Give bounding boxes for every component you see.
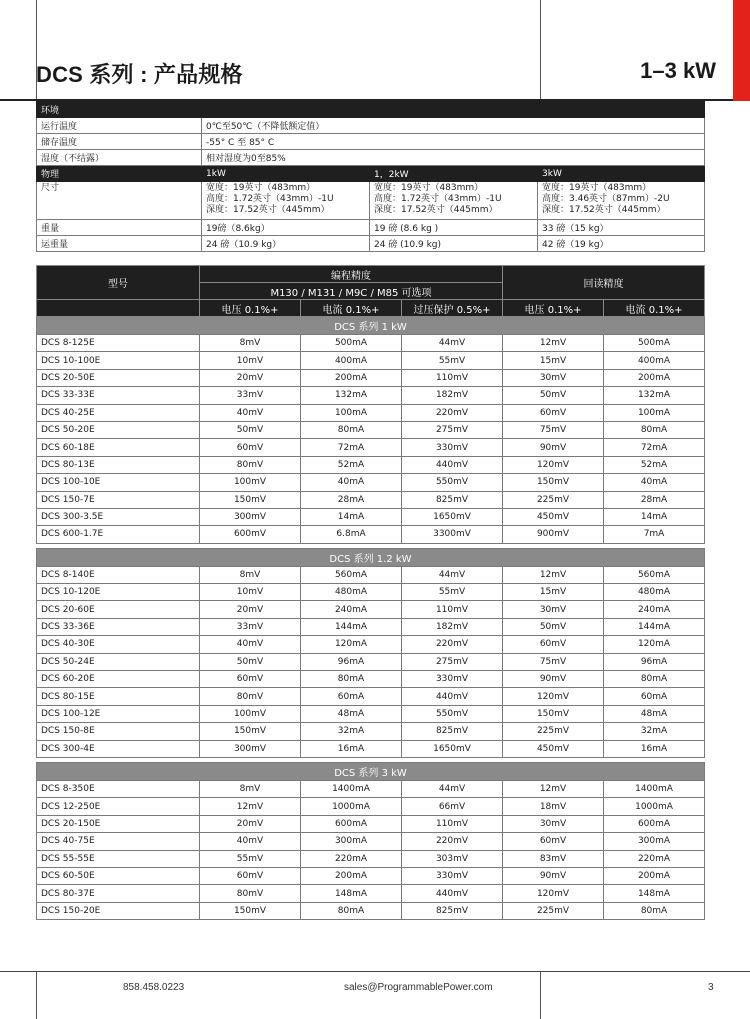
spec-value: 1400mA [604,780,705,797]
spec-value: 44mV [402,566,503,583]
model-name: DCS 33-36E [37,618,200,635]
spec-value: 60mA [604,688,705,705]
table-row [37,671,705,688]
model-name: DCS 60-18E [37,439,200,456]
spec-value: 300mV [200,740,301,757]
model-name: DCS 40-30E [37,636,200,653]
physical-section-label: 物理 [37,166,202,182]
spec-value: 12mV [503,335,604,352]
spec-value: 600mV [200,526,301,543]
ship-weight-label: 运重量 [37,236,202,252]
spec-value: 20mV [200,601,301,618]
spec-value: 560mA [604,566,705,583]
spec-value: 80mA [604,671,705,688]
weight-value: 19磅（8.6kg） [202,220,370,236]
environment-physical-table [36,101,705,252]
model-name: DCS 80-37E [37,885,200,902]
table-row [37,584,705,601]
spec-value: 48mA [604,705,705,722]
table-row [37,850,705,867]
spec-value: 10mV [200,584,301,601]
table-row [37,526,705,543]
spec-value: 120mV [503,885,604,902]
table-row [37,601,705,618]
weight-label: 重量 [37,220,202,236]
spec-value: 440mV [402,688,503,705]
spec-value: 440mV [402,456,503,473]
spec-value: 1000mA [604,798,705,815]
model-name: DCS 8-140E [37,566,200,583]
spec-value: 15mV [503,584,604,601]
spec-value: 560mA [301,566,402,583]
spec-value: 32mA [301,723,402,740]
table-row [37,653,705,670]
spec-value: 40mV [200,404,301,421]
spec-value: 400mA [301,352,402,369]
spec-value: 80mA [301,671,402,688]
spec-value: 200mA [604,867,705,884]
model-name: DCS 60-50E [37,867,200,884]
spec-value: 52mA [604,456,705,473]
spec-value: 150mV [503,705,604,722]
size-width: 宽度：19英寸（483mm） [206,183,316,193]
spec-value: 80mA [604,421,705,438]
page-title: DCS 系列 : 产品规格 [36,62,243,87]
spec-value: 15mV [503,352,604,369]
spec-value: 32mA [604,723,705,740]
spec-value: 330mV [402,671,503,688]
spec-value: 200mA [301,867,402,884]
spec-value: 96mA [301,653,402,670]
spec-value: 66mV [402,798,503,815]
model-name: DCS 150-8E [37,723,200,740]
spec-value: 825mV [402,723,503,740]
spec-value: 55mV [402,584,503,601]
spec-value: 110mV [402,369,503,386]
env-value: -55° C 至 85° C [202,134,705,150]
spec-value: 225mV [503,491,604,508]
spec-value: 150mV [503,474,604,491]
spec-value: 7mA [604,526,705,543]
model-name: DCS 20-150E [37,815,200,832]
size-row [37,182,705,220]
spec-value: 150mV [200,723,301,740]
spec-value: 50mV [200,653,301,670]
spec-value: 60mV [503,833,604,850]
spec-value: 60mV [503,404,604,421]
table-row [37,387,705,404]
size-depth: 深度：17.52英寸（445mm） [206,205,330,215]
spec-value: 132mA [604,387,705,404]
spec-value: 182mV [402,618,503,635]
ship-weight-value: 24 磅（10.9 kg） [202,236,370,252]
spec-value: 220mV [402,833,503,850]
size-height: 高度：1.72英寸（43mm）-1U [206,194,334,204]
table-row [37,352,705,369]
spec-value: 450mV [503,740,604,757]
spec-table-body [37,317,705,920]
spec-value: 120mV [503,456,604,473]
page-number: 3 [708,982,714,993]
spec-value: 80mV [200,456,301,473]
environment-section-label: 环境 [37,102,705,118]
env-label: 储存温度 [37,134,202,150]
spec-value: 90mV [503,671,604,688]
model-name: DCS 12-250E [37,798,200,815]
physical-model-label: 1，2kW [370,166,538,182]
section-title: DCS 系列 1 kW [37,317,705,335]
spec-value: 330mV [402,867,503,884]
physical-header-row [37,166,705,182]
size-cell [538,182,705,220]
spec-value: 400mA [604,352,705,369]
spec-value: 6.8mA [301,526,402,543]
power-range: 1–3 kW [640,58,716,83]
table-row [37,491,705,508]
model-name: DCS 10-100E [37,352,200,369]
spec-value: 8mV [200,335,301,352]
footer-phone: 858.458.0223 [123,982,185,993]
spec-value: 500mA [301,335,402,352]
table-row [37,867,705,884]
spec-value: 30mV [503,369,604,386]
size-width: 宽度：19英寸（483mm） [374,183,484,193]
size-label: 尺寸 [37,182,202,220]
size-depth: 深度：17.52英寸（445mm） [542,205,666,215]
table-row [37,335,705,352]
spec-header-row [37,266,705,283]
spec-value: 90mV [503,867,604,884]
table-row [37,566,705,583]
model-name: DCS 50-24E [37,653,200,670]
weight-value: 33 磅（15 kg） [538,220,705,236]
model-name: DCS 300-4E [37,740,200,757]
spec-value: 1650mV [402,508,503,525]
spec-column-header: 电流 0.1%+ [604,300,705,317]
spec-value: 80mA [604,902,705,919]
section-title: DCS 系列 1.2 kW [37,548,705,566]
table-row [37,815,705,832]
model-name: DCS 10-120E [37,584,200,601]
spec-value: 12mV [503,566,604,583]
footer-email: sales@ProgrammablePower.com [344,982,493,993]
spec-value: 240mA [604,601,705,618]
spec-value: 225mV [503,723,604,740]
model-name: DCS 8-350E [37,780,200,797]
spec-value: 300mV [200,508,301,525]
spec-value: 80mA [301,902,402,919]
env-value: 0℃至50℃（不降低额定值） [202,118,705,134]
table-row [37,902,705,919]
model-name: DCS 150-7E [37,491,200,508]
spec-value: 50mV [503,618,604,635]
spec-value: 72mA [301,439,402,456]
spec-value: 110mV [402,815,503,832]
env-label: 运行温度 [37,118,202,134]
spec-value: 1400mA [301,780,402,797]
model-name: DCS 600-1.7E [37,526,200,543]
spec-value: 600mA [604,815,705,832]
spec-value: 550mV [402,705,503,722]
spec-value: 40mV [200,833,301,850]
ship-weight-value: 42 磅（19 kg） [538,236,705,252]
size-height: 高度：3.46英寸（87mm）-2U [542,194,670,204]
model-name: DCS 20-50E [37,369,200,386]
footer-divider-left [36,971,37,1019]
spec-value: 60mV [200,439,301,456]
spec-value: 80mV [200,885,301,902]
spec-value: 44mV [402,335,503,352]
physical-model-label: 3kW [538,166,705,182]
spec-value: 275mV [402,653,503,670]
spec-value: 10mV [200,352,301,369]
model-column-header: 型号 [37,266,200,300]
spec-value: 60mA [301,688,402,705]
weight-row [37,220,705,236]
model-name: DCS 150-20E [37,902,200,919]
spec-value: 60mV [200,867,301,884]
spec-value: 200mA [301,369,402,386]
accent-bar [733,0,750,101]
spec-column-header: 电压 0.1%+ [200,300,301,317]
spec-value: 14mA [604,508,705,525]
spec-column-header: 电流 0.1%+ [301,300,402,317]
size-width: 宽度：19英寸（483mm） [542,183,652,193]
readback-accuracy-header: 回读精度 [503,266,705,300]
spec-column-row [37,300,705,317]
spec-value: 120mV [503,688,604,705]
spec-value: 16mA [604,740,705,757]
spec-value: 3300mV [402,526,503,543]
model-name: DCS 100-10E [37,474,200,491]
table-row [37,723,705,740]
spec-value: 220mV [402,404,503,421]
spec-value: 100mV [200,474,301,491]
spec-column-header: 电压 0.1%+ [503,300,604,317]
ship-weight-value: 24 磅 (10.9 kg) [370,236,538,252]
spec-value: 480mA [301,584,402,601]
spec-value: 52mA [301,456,402,473]
spec-value: 50mV [200,421,301,438]
spec-value: 220mA [604,850,705,867]
spec-value: 182mV [402,387,503,404]
spec-value: 120mA [604,636,705,653]
model-name: DCS 40-25E [37,404,200,421]
spec-value: 825mV [402,491,503,508]
spec-value: 100mA [301,404,402,421]
model-name: DCS 100-12E [37,705,200,722]
spec-value: 1650mV [402,740,503,757]
spec-value: 40mV [200,636,301,653]
section-header-row [37,548,705,566]
spec-value: 83mV [503,850,604,867]
table-row [37,688,705,705]
env-row [37,118,705,134]
table-row [37,636,705,653]
spec-value: 900mV [503,526,604,543]
table-row [37,421,705,438]
size-height: 高度：1.72英寸（43mm）-1U [374,194,502,204]
spec-value: 550mV [402,474,503,491]
spec-value: 14mA [301,508,402,525]
model-name: DCS 60-20E [37,671,200,688]
spec-column-header: 过压保护 0.5%+ [402,300,503,317]
size-cell [202,182,370,220]
spec-value: 303mV [402,850,503,867]
spec-value: 148mA [301,885,402,902]
table-row [37,798,705,815]
spec-column-header [37,300,200,317]
spec-value: 60mV [503,636,604,653]
table-row [37,885,705,902]
model-name: DCS 33-33E [37,387,200,404]
spec-value: 33mV [200,618,301,635]
size-depth: 深度：17.52英寸（445mm） [374,205,498,215]
spec-value: 500mA [604,335,705,352]
spec-value: 8mV [200,780,301,797]
spec-value: 220mA [301,850,402,867]
table-row [37,780,705,797]
weight-value: 19 磅 (8.6 kg ) [370,220,538,236]
spec-value: 100mV [200,705,301,722]
spec-value: 50mV [503,387,604,404]
spec-value: 330mV [402,439,503,456]
spec-value: 28mA [604,491,705,508]
spec-value: 132mA [301,387,402,404]
model-name: DCS 55-55E [37,850,200,867]
spec-value: 240mA [301,601,402,618]
spec-value: 110mV [402,601,503,618]
spec-value: 220mV [402,636,503,653]
spec-value: 30mV [503,601,604,618]
spec-value: 40mA [604,474,705,491]
programming-accuracy-header: 编程精度 [200,266,503,283]
spec-value: 44mV [402,780,503,797]
header-divider-right [540,0,541,101]
spec-value: 120mA [301,636,402,653]
spec-value: 20mV [200,815,301,832]
env-label: 湿度（不结露） [37,150,202,166]
table-row [37,474,705,491]
spec-value: 75mV [503,421,604,438]
table-row [37,740,705,757]
model-name: DCS 80-15E [37,688,200,705]
table-row [37,508,705,525]
spec-value: 148mA [604,885,705,902]
table-row [37,439,705,456]
spec-value: 1000mA [301,798,402,815]
table-row [37,456,705,473]
spec-value: 12mV [200,798,301,815]
spec-value: 33mV [200,387,301,404]
model-name: DCS 80-13E [37,456,200,473]
table-row [37,369,705,386]
footer-divider-right [540,971,541,1019]
spec-value: 440mV [402,885,503,902]
env-value: 相对湿度为0至85% [202,150,705,166]
size-cell [370,182,538,220]
model-name: DCS 20-60E [37,601,200,618]
spec-value: 96mA [604,653,705,670]
model-name: DCS 300-3.5E [37,508,200,525]
spec-value: 80mV [200,688,301,705]
spec-value: 16mA [301,740,402,757]
spec-value: 300mA [604,833,705,850]
physical-model-label: 1kW [202,166,370,182]
model-name: DCS 50-20E [37,421,200,438]
table-row [37,618,705,635]
spec-value: 55mV [200,850,301,867]
env-row [37,134,705,150]
spec-value: 30mV [503,815,604,832]
spec-value: 55mV [402,352,503,369]
programming-options-header: M130 / M131 / M9C / M85 可选项 [200,283,503,300]
spec-value: 600mA [301,815,402,832]
model-name: DCS 8-125E [37,335,200,352]
section-header-row [37,762,705,780]
table-row [37,705,705,722]
model-name: DCS 40-75E [37,833,200,850]
spec-value: 40mA [301,474,402,491]
spec-value: 100mA [604,404,705,421]
env-row [37,150,705,166]
spec-value: 48mA [301,705,402,722]
footer-rule [0,971,750,972]
spec-value: 200mA [604,369,705,386]
spec-value: 225mV [503,902,604,919]
spec-value: 825mV [402,902,503,919]
spec-value: 20mV [200,369,301,386]
table-row [37,404,705,421]
accuracy-spec-table [36,265,705,920]
spec-value: 8mV [200,566,301,583]
spec-value: 300mA [301,833,402,850]
spec-value: 75mV [503,653,604,670]
spec-value: 450mV [503,508,604,525]
section-title: DCS 系列 3 kW [37,762,705,780]
ship-weight-row [37,236,705,252]
spec-value: 480mA [604,584,705,601]
spec-value: 150mV [200,902,301,919]
table-row [37,833,705,850]
spec-value: 80mA [301,421,402,438]
spec-value: 144mA [301,618,402,635]
section-header-row [37,317,705,335]
spec-value: 144mA [604,618,705,635]
spec-value: 150mV [200,491,301,508]
spec-value: 60mV [200,671,301,688]
spec-value: 90mV [503,439,604,456]
environment-header-row [37,102,705,118]
spec-value: 275mV [402,421,503,438]
spec-value: 28mA [301,491,402,508]
spec-value: 72mA [604,439,705,456]
spec-value: 12mV [503,780,604,797]
spec-value: 18mV [503,798,604,815]
